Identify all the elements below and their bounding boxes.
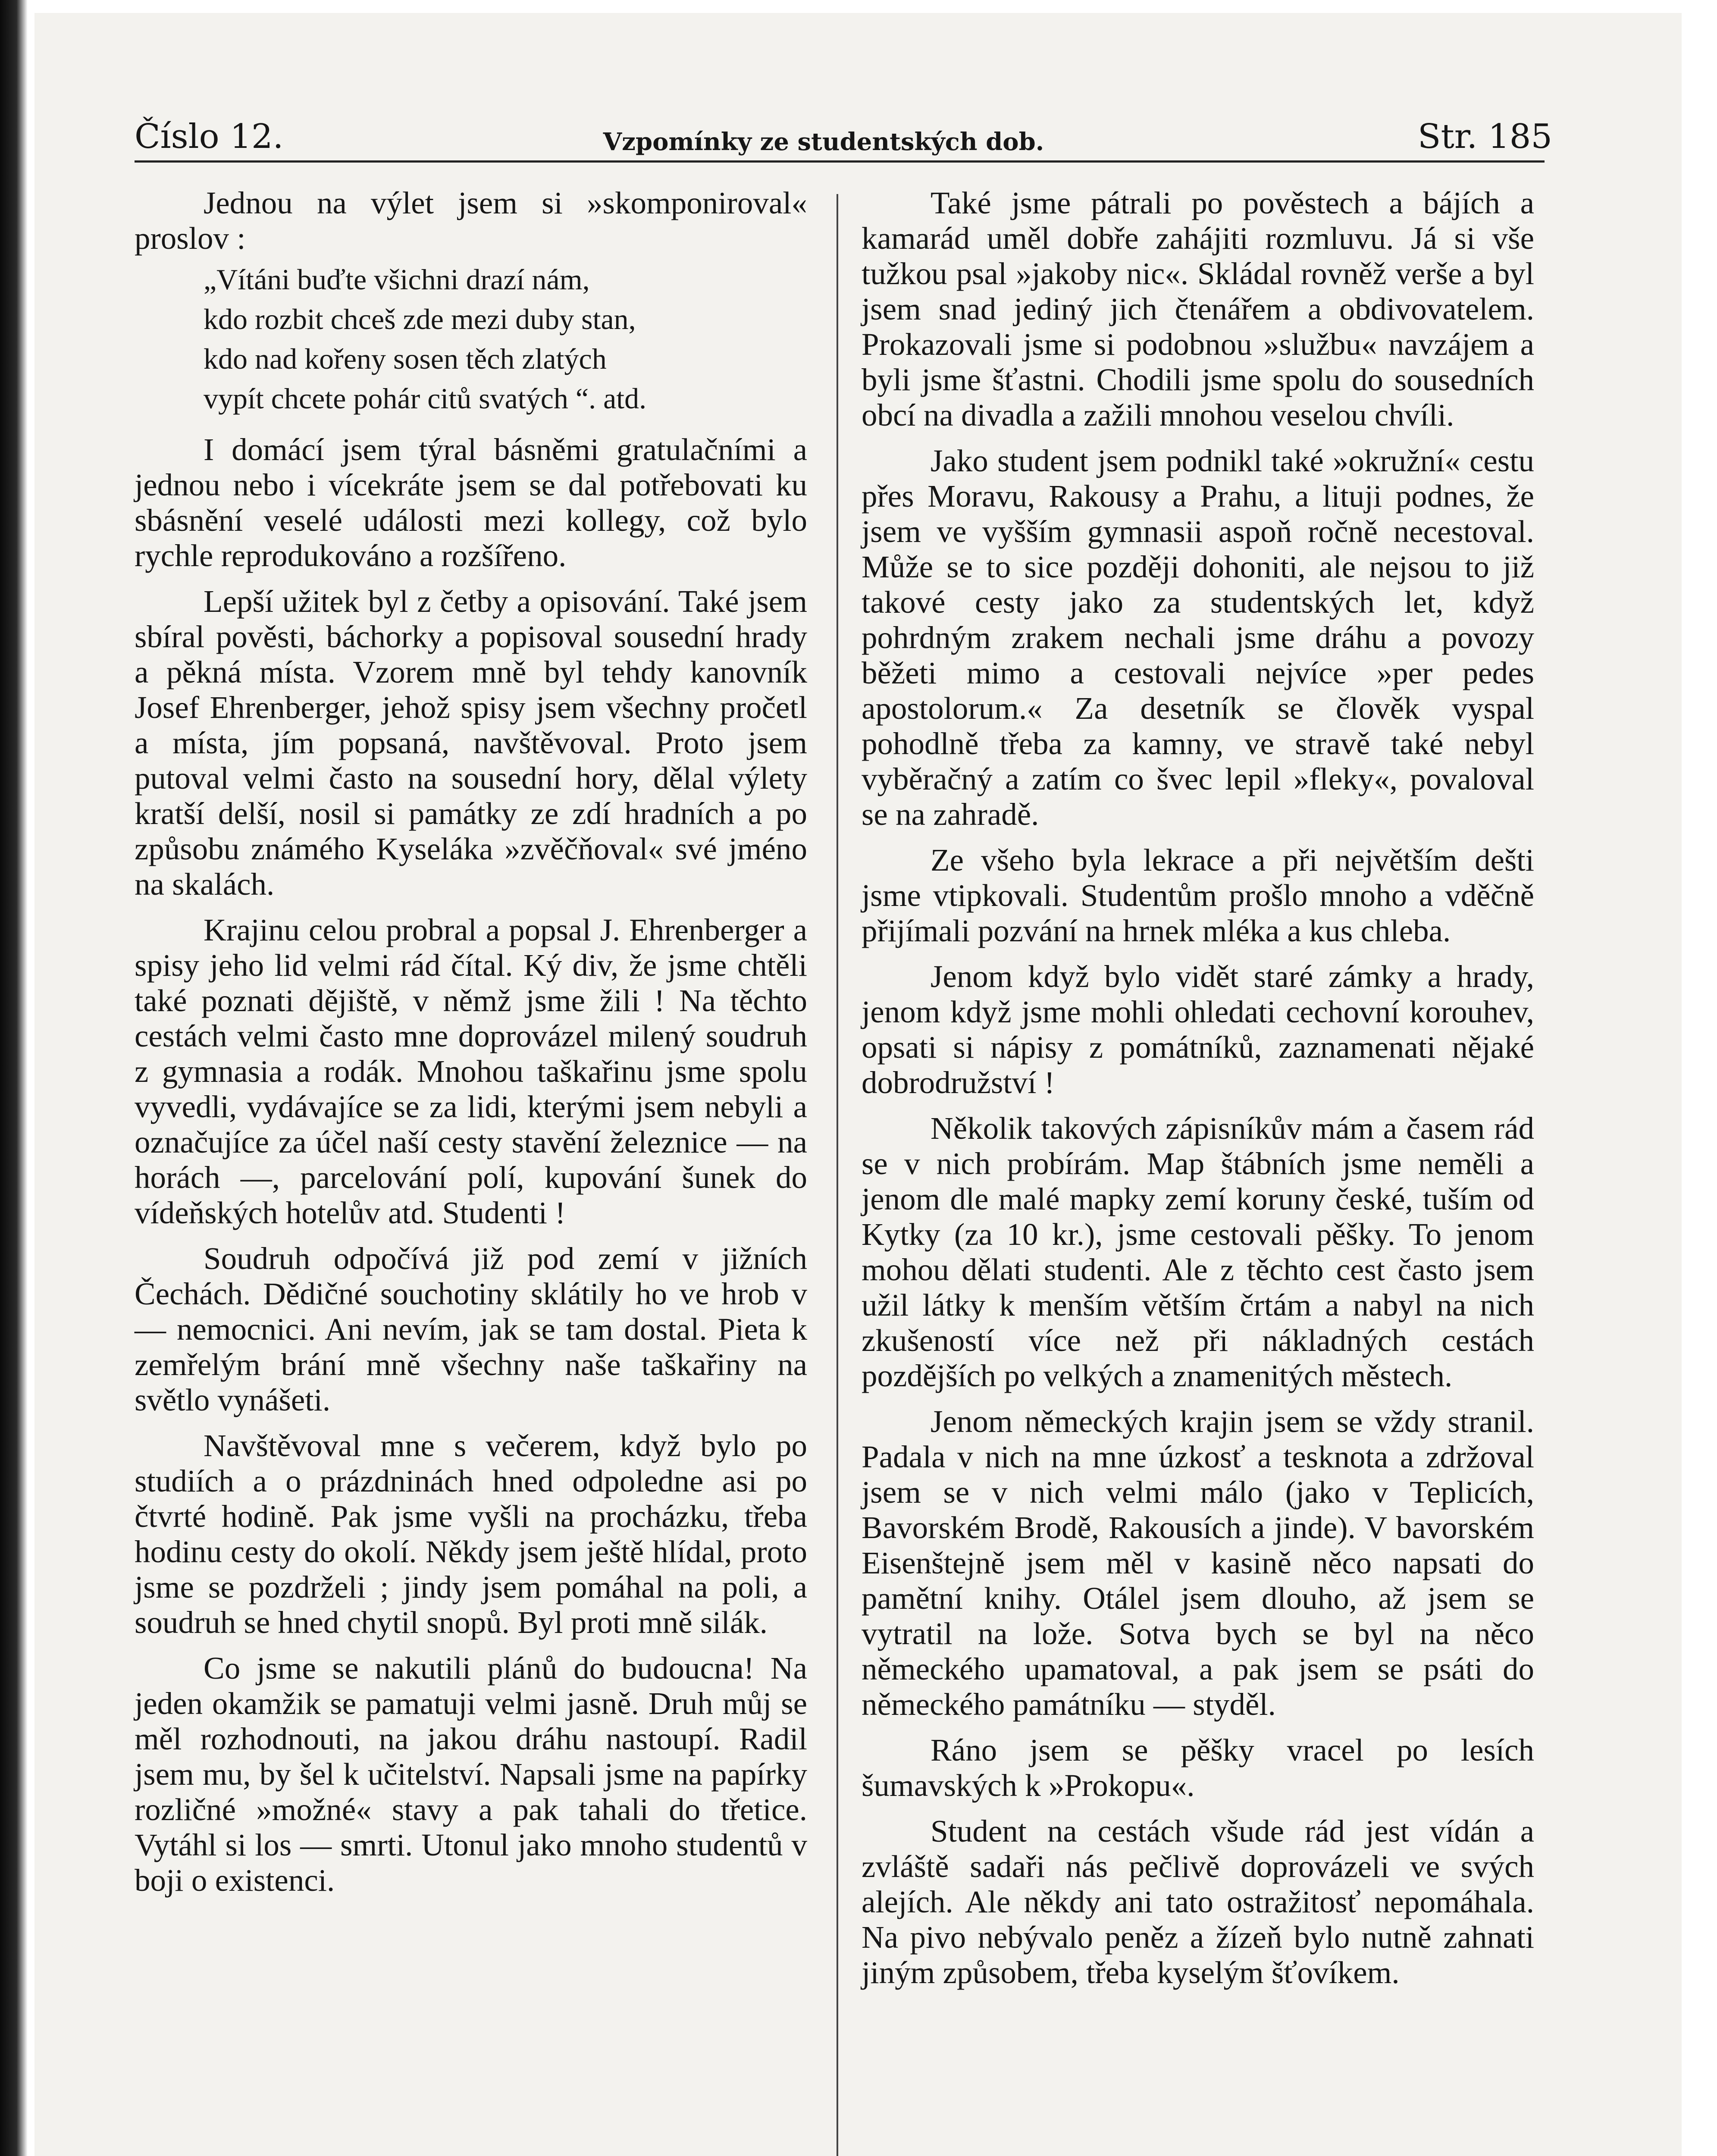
running-header (99, 113, 1552, 156)
paragraph: Lepší užitek byl z četby a opisování. Také jsem sbíral pověsti, báchorky a popisoval sousední hrady a pěkná místa. Vzorem mně byl tehdy kanovník Josef Ehrenberger, jehož spisy jsem všechny pročetl a místa, jím popsaná, navštěvoval. Proto jsem putoval velmi často na sousední hory, dělal výlety kratší delší, nosil si památky ze zdí hradních a po způsobu známého Kyseláka »zvěčňoval« své jméno na skalách. (135, 584, 807, 902)
scan-edge-shadow (0, 0, 28, 2156)
paragraph: Krajinu celou probral a popsal J. Ehrenberger a spisy jeho lid velmi rád čítal. Ký div, že jsme chtěli také poznati dějiště, v němž jsme žili ! Na těchto cestách velmi často mne doprovázel milený soudruh z gymnasia a rodák. Mnohou taškařinu jsme spolu vyvedli, vydávajíce se za lidi, kterými jsem nebyli a označujíce za účel naší cesty stavění železnice — na horách —, parcelování polí, kupování šunek do vídeňských hotelův atd. Studenti ! (135, 912, 807, 1230)
paragraph: Student na cestách všude rád jest vídán a zvláště sadaři nás pečlivě doprovázeli ve svých alejích. Ale někdy ani tato ostražitosť nepomáhala. Na pivo nebývalo peněz a žízeň bylo nutně zahnati jiným způsobem, třeba kyselým šťovíkem. (862, 1814, 1534, 1990)
header-rule (135, 160, 1545, 163)
poem-line: kdo nad kořeny sosen těch zlatých (204, 342, 607, 375)
paragraph: Také jsme pátrali po pověstech a bájích a kamarád uměl dobře zahájiti rozmluvu. Já si vše tužkou psal »jakoby nic«. Skládal rovněž verše a byl jsem snad jediný jich čtenářem a obdivovatelem. Prokazovali jsme si podobnou »službu« navzájem a byli jsme šťastni. Chodili jsme spolu do sousedních obcí na divadla a zažili mnohou veselou chvíli. (862, 185, 1534, 432)
right-column (862, 185, 1534, 2001)
paragraph: Jenom když bylo vidět staré zámky a hrady, jenom když jsme mohli ohledati cechovní korouhev, opsati si nápisy z pomátníků, zaznamenati nějaké dobrodružství ! (862, 959, 1534, 1100)
paragraph: Jako student jsem podnikl také »okružní« cestu přes Moravu, Rakousy a Prahu, a lituji podnes, že jsem ve vyšším gymnasii aspoň ročně necestoval. Může se to sice později dohoniti, ale nejsou to již takové cesty jako za studentských let, když pohrdným zrakem nechali jsme dráhu a povozy běžeti mimo a cestovali nejvíce »per pedes apostolorum.« Za desetník se člověk vyspal pohodlně třeba za kamny, ve stravě také nebyl vyběračný a zatím co švec lepil »fleky«, povaloval se na zahradě. (862, 443, 1534, 832)
paragraph: Soudruh odpočívá již pod zemí v jižních Čechách. Dědičné souchotiny sklátily ho ve hrob v — nemocnici. Ani nevím, jak se tam dostal. Pieta k zemřelým brání mně všechny naše taškařiny na světlo vynášeti. (135, 1241, 807, 1417)
paragraph: Ze všeho byla lekrace a při největším dešti jsme vtipkovali. Studentům prošlo mnoho a vděčně přijímali pozvání na hrnek mléka a kus chleba. (862, 843, 1534, 948)
paragraph: Co jsme se nakutili plánů do budoucna! Na jeden okamžik se pamatuji velmi jasně. Druh můj se měl rozhodnouti, na jakou dráhu nastoupí. Radil jsem mu, by šel k učitelství. Napsali jsme na papírky rozličné »možné« stavy a pak tahali do třetice. Vytáhl si los — smrti. Utonul jako mnoho studentů v boji o existenci. (135, 1651, 807, 1898)
intro-paragraph: Jednou na výlet jsem si »skomponiroval« proslov : (135, 185, 807, 256)
poem-line: vypít chcete pohár citů svatých “. atd. (204, 382, 647, 415)
paragraph: I domácí jsem týral básněmi gratulačními a jednou nebo i vícekráte jsem se dal potřebovati ku sbásnění veselé události mezi kollegy, což bylo rychle reprodukováno a rozšířeno. (135, 432, 807, 573)
paragraph: Několik takových zápisníkův mám a časem rád se v nich probírám. Map štábních jsme neměli a jenom dle malé mapky zemí koruny české, tuším od Kytky (za 10 kr.), jsme cestovali pěšky. To jenom mohou dělati studenti. Ale z těchto cest často jsem užil látky k menším větším črtám a nabyl na nich zkušeností více než při nákladných cestách pozdějších po velkých a znamenitých městech. (862, 1111, 1534, 1393)
poem (204, 260, 807, 418)
poem-line: „Vítáni buďte všichni drazí nám, (204, 263, 590, 296)
paragraph: Jenom německých krajin jsem se vždy stranil. Padala v nich na mne úzkosť a tesknota a zdržoval jsem se v nich velmi málo (jako v Teplicích, Bavorském Brodě, Rakousích a jinde). V bavorském Eisenštejně jsem měl v kasině něco napsati do pamětní knihy. Otálel jsem dlouho, až jsem se vytratil na lože. Sotva bych se byl na něco německého upamatoval, a pak jsem se psáti do německého památníku — styděl. (862, 1404, 1534, 1722)
page-number: Str. 185 (1418, 117, 1552, 156)
issue-number: Číslo 12. (135, 117, 284, 156)
column-divider (837, 194, 838, 2156)
paragraph: Navštěvoval mne s večerem, když bylo po studiích a o prázdninách hned odpoledne asi po čtvrté hodině. Pak jsme vyšli na procházku, třeba hodinu cesty do okolí. Někdy jsem ještě hlídal, proto jsme se pozdrželi ; jindy jsem pomáhal na poli, a soudruh se hned chytil snopů. Byl proti mně silák. (135, 1428, 807, 1640)
paragraph: Ráno jsem se pěšky vracel po lesích šumavských k »Prokopu«. (862, 1733, 1534, 1803)
poem-line: kdo rozbit chceš zde mezi duby stan, (204, 303, 636, 335)
running-title: Vzpomínky ze studentských dob. (603, 128, 1044, 156)
left-column (135, 185, 807, 1908)
